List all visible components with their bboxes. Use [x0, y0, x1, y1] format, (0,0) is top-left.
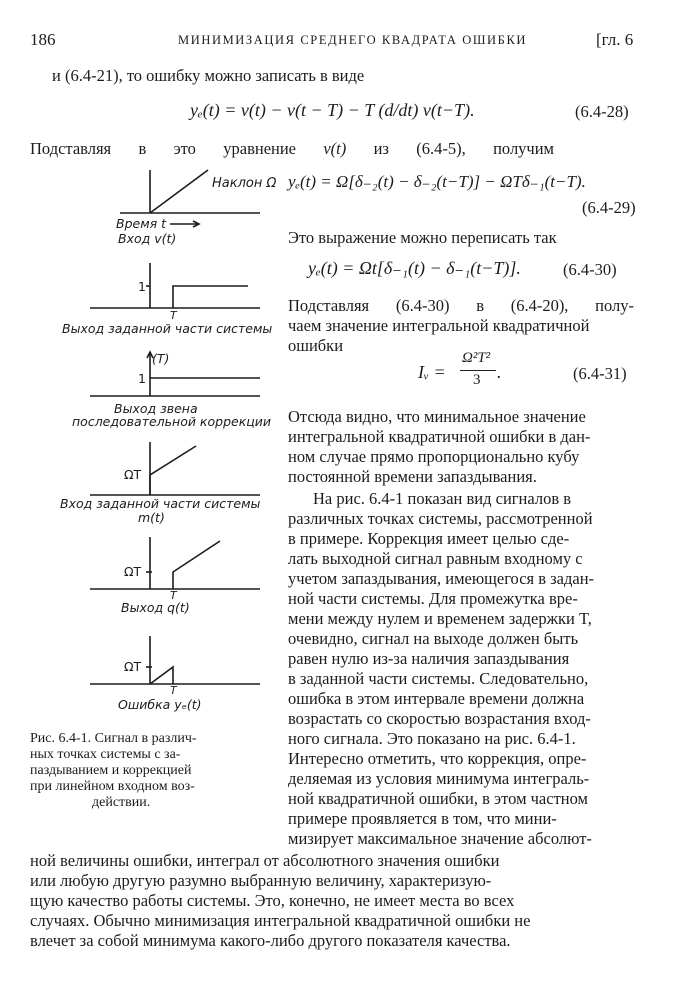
panel1-slope-label: Наклон Ω [212, 176, 277, 191]
right-para3-line: ной квадратичной ошибки, в этом частном [288, 789, 588, 808]
equation-6-4-31-denominator: 3 [473, 372, 481, 388]
full-width-line: ной величины ошибки, интеграл от абсолютного значения ошибки [30, 851, 500, 870]
word: это [173, 139, 196, 158]
panel5-caption: Выход q(t) [121, 600, 190, 615]
panel2-step [173, 286, 248, 308]
right-para3-line: равен нулю из-за наличия запаздывания [288, 649, 570, 668]
panel4-signal [150, 446, 196, 495]
caption-line: Рис. 6.4-1. Сигнал в различ- [30, 731, 197, 746]
equation-number-6-4-29: (6.4-29) [582, 198, 636, 217]
right-para3-line: примере проявляется в том, что мини- [288, 809, 557, 828]
panel6-signal [150, 667, 173, 684]
panel6-caption: Ошибка yₑ(t) [118, 697, 202, 712]
word: v(t) [323, 139, 347, 158]
panel1-caption: Вход v(t) [118, 231, 177, 246]
panel5-signal [173, 541, 220, 589]
rewrite-line: Это выражение можно переписать так [288, 228, 557, 247]
word: уравнение [223, 139, 297, 158]
right-para3-line: учетом запаздывания, имеющегося в задан- [288, 569, 595, 588]
chapter-marker: [гл. 6 [596, 30, 634, 49]
right-para3-line: мизирует максимальное значение абсолют- [288, 829, 592, 848]
equation-number-6-4-28: (6.4-28) [575, 102, 629, 121]
right-para3-line: лать выходной сигнал равным входному с [288, 549, 583, 568]
right-para3-line: возрастать со скоростью возрастания вход- [288, 709, 591, 728]
word: (6.4-5), [416, 139, 466, 158]
word: (6.4-30) [395, 296, 450, 315]
right-para3-line: в примере. Коррекция имеет целью сде- [288, 529, 570, 548]
right-para3-line: ного сигнала. Это показано на рис. 6.4-1. [288, 729, 576, 748]
equation-6-4-31-lhs: Iᵥ = [418, 362, 446, 382]
panel3-level-label: 1 [138, 371, 146, 386]
panel6-level-label: ΩT [124, 659, 142, 674]
word: в [138, 139, 147, 158]
caption-line: ных точках системы с за- [30, 747, 181, 762]
word: в [476, 296, 484, 315]
right-para3-line: мени между нулем и временем задержки T, [288, 609, 592, 628]
word: из [373, 139, 389, 158]
right-para3-line: деляемая из условия минимума интеграль- [288, 769, 590, 788]
word: (6.4-20), [510, 296, 569, 315]
panel1-ramp [150, 170, 208, 213]
right-para3-line: Интересно отметить, что коррекция, опре- [288, 749, 587, 768]
word: Подставляя [30, 139, 112, 158]
full-width-line: влечет за собой минимума какого-либо другого показателя качества. [30, 931, 511, 950]
right-para3-line: На рис. 6.4-1 показан вид сигналов в [313, 489, 572, 508]
right-para2-line: Отсюда видно, что минимальное значение [288, 407, 586, 426]
word: Подставляя [288, 296, 370, 315]
panel2-level-label: 1 [138, 279, 146, 294]
panel1-time-label: Время t [116, 216, 167, 231]
equation-6-4-30: yₑ(t) = Ωt[δ₋₁(t) − δ₋₁(t−T)]. [308, 258, 521, 278]
equation-number-6-4-30: (6.4-30) [563, 260, 617, 279]
panel3-impulse-label: (T) [152, 351, 170, 366]
panel3-caption-line2: последовательной коррекции [72, 414, 271, 429]
panel2-caption: Выход заданной части системы [62, 321, 273, 336]
full-width-line: щую качество работы системы. Это, конечно, не имеет места во всех [30, 891, 515, 910]
panel6-t-label: T [170, 684, 177, 697]
figure-caption [30, 731, 272, 811]
panel4-level-label: ΩT [124, 467, 142, 482]
panel3-caption-line1: Выход звена [114, 401, 198, 416]
full-width-line: или любую другую разумно выбранную величину, характеризую- [30, 871, 492, 890]
right-para3-line: ошибка в этом интервале времени должна [288, 689, 585, 708]
panel5-level-label: ΩT [124, 564, 142, 579]
caption-line: при линейном входном воз- [30, 779, 195, 794]
caption-line: паздыванием и коррекцией [30, 763, 192, 778]
right-para3-line: различных точках системы, рассмотренной [288, 509, 593, 528]
word: получим [493, 139, 554, 158]
equation-6-4-31-numerator: Ω²T² [462, 350, 491, 366]
equation-6-4-29: yₑ(t) = Ω[δ₋₂(t) − δ₋₂(t−T)] − ΩTδ₋₁(t−T). [288, 172, 586, 191]
equation-number-6-4-31: (6.4-31) [573, 364, 627, 383]
panel5-t-label: T [170, 589, 177, 602]
right-para1-line2: чаем значение интегральной квадратичной [288, 316, 590, 335]
right-para3-line: в заданной части системы. Следовательно, [288, 669, 589, 688]
right-para3-line: ной части системы. Для промежутка вре- [288, 589, 578, 608]
equation-6-4-31-tail: . [497, 362, 502, 382]
full-width-line: случаях. Обычно минимизация интегральной квадратичной ошибки не [30, 911, 531, 930]
page-number: 186 [30, 30, 56, 49]
right-para2-line: ном случае прямо пропорционально кубу [288, 447, 580, 466]
caption-line: действии. [92, 795, 151, 810]
running-title: МИНИМИЗАЦИЯ СРЕДНЕГО КВАДРАТА ОШИБКИ [178, 33, 528, 47]
panel4-caption-line1: Вход заданной части системы [60, 496, 261, 511]
equation-6-4-28: yₑ(t) = v(t) − v(t − T) − T (d/dt) v(t−T). [190, 100, 475, 120]
intro-line: и (6.4-21), то ошибку можно записать в виде [52, 66, 365, 85]
word: полу- [595, 296, 634, 315]
panel4-caption-line2: m(t) [138, 510, 165, 525]
right-para3-line: очевидно, сигнал на выходе должен быть [288, 629, 579, 648]
right-para2-line: постоянной времени запаздывания. [288, 467, 537, 486]
right-para1-line3: ошибки [288, 336, 344, 355]
panel2-t-label: T [170, 309, 177, 322]
right-para2-line: интегральной квадратичной ошибки в дан- [288, 427, 591, 446]
